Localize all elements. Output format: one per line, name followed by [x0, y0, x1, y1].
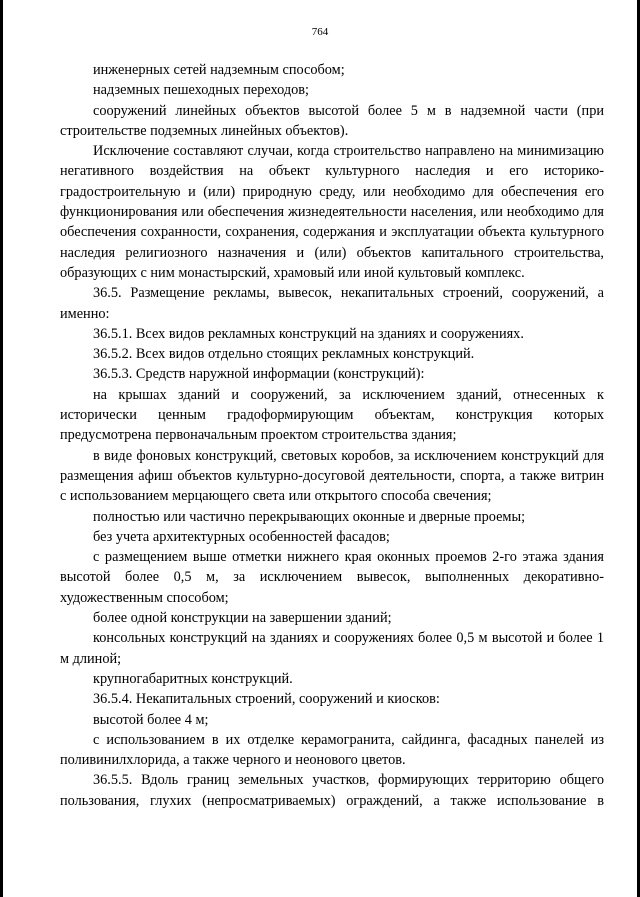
paragraph: 36.5.5. Вдоль границ земельных участков, формирующих территорию общего пользования, глухих (непросматриваемых) ограждений, а также использование в	[60, 772, 604, 809]
paragraph: 36.5.2. Всех видов отдельно стоящих рекламных конструкций.	[93, 346, 475, 363]
paragraph: инженерных сетей надземным способом;	[93, 62, 345, 78]
paragraph: в виде фоновых конструкций, световых коробов, за исключением конструкций для размещения афиш объектов культурно-досуговой деятельности, спорта, а также витрин с использованием мерцающего света или открытого способа свечения;	[60, 447, 604, 505]
paragraph: без учета архитектурных особенностей фасадов;	[93, 528, 390, 545]
paragraph: 36.5.1. Всех видов рекламных конструкций на зданиях и сооружениях.	[93, 325, 524, 342]
page-border-left	[0, 0, 3, 897]
paragraph: надземных пешеходных переходов;	[93, 82, 310, 99]
paragraph: на крышах зданий и сооружений, за исключением зданий, отнесенных к исторически ценным градоформирующим объектам, конструкция которых предусмотрена первоначальным проектом строительства здания;	[60, 386, 604, 444]
paragraph: сооружений линейных объектов высотой более 5 м в надземной части (при строительстве подземных линейных объектов).	[60, 102, 604, 139]
paragraph: Исключение составляют случаи, когда строительство направлено на минимизацию негативного воздействия на объект культурного наследия и его историко-градостроительную и (или) природную среду, или необходимо для обеспечения его функционирования или обеспечения жизнедеятельности населения, или необходимо для обеспечения сохранности, сохранения, содержания и эксплуатации объекта культурного наследия религиозного назначения и (или) объектов капитального строительства, образующих с ним монастырский, храмовый или иной культовый комплекс.	[60, 143, 604, 281]
paragraph: 36.5.4. Некапитальных строений, сооружений и киосков:	[93, 691, 440, 708]
document-body	[60, 60, 604, 811]
paragraph: высотой более 4 м;	[93, 711, 209, 728]
paragraph: крупногабаритных конструкций.	[93, 670, 293, 687]
paragraph: с размещением выше отметки нижнего края оконных проемов 2-го этажа здания высотой более 0,5 м, за исключением вывесок, выполненных декоративно-художественным способом;	[60, 549, 604, 606]
paragraph: с использованием в их отделке керамогранита, сайдинга, фасадных панелей из поливинилхлорида, а также черного и неонового цветов.	[60, 731, 604, 769]
paragraph: 36.5. Размещение рекламы, вывесок, некапитальных строений, сооружений, а именно:	[60, 285, 604, 322]
paragraph: 36.5.3. Средств наружной информации (конструкций):	[93, 366, 425, 383]
paragraph: консольных конструкций на зданиях и сооружениях более 0,5 м высотой и более 1 м длиной;	[60, 630, 604, 667]
page-number: 764	[311, 26, 329, 38]
paragraph: более одной конструкции на завершении зданий;	[93, 610, 392, 627]
paragraph: полностью или частично перекрывающих оконные и дверные проемы;	[93, 508, 526, 525]
